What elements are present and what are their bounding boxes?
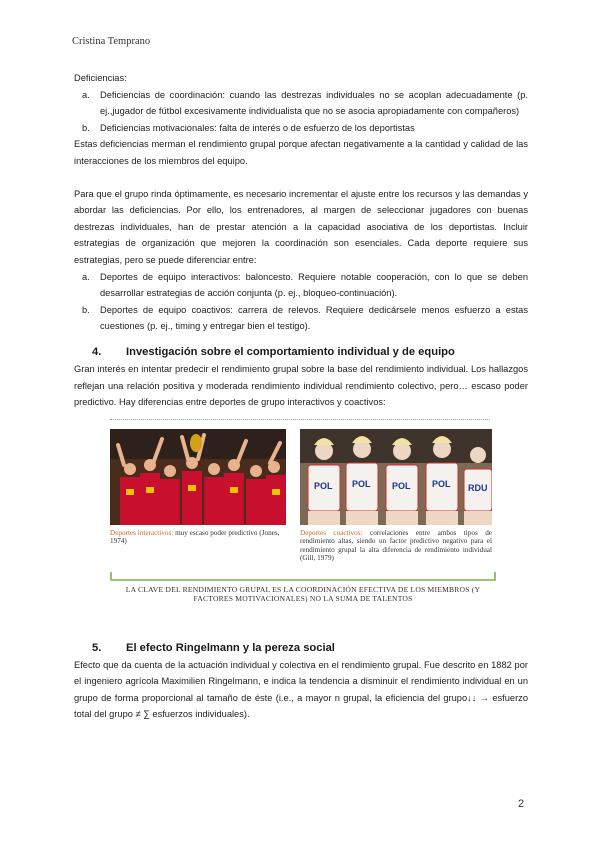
section-title: Investigación sobre el comportamiento individual y de equipo [126, 345, 455, 358]
section-5-heading [74, 639, 528, 657]
section-4-heading [74, 343, 528, 361]
key-message: LA CLAVE DEL RENDIMIENTO GRUPAL ES LA COORDINACIÓN EFECTIVA DE LOS MIEMBROS (Y FACTORES MOTIVACIONALES) NO LA SUMA DE TALENTOS [125, 584, 481, 603]
list-item-text: Deficiencias de coordinación: cuando las destrezas individuales no se acoplan adecuadamente (p. ej.,jugador de fútbol excesivamente individualista que no se asocia apropiadamente con compañeros) [100, 89, 528, 117]
relay-runners-photo [300, 429, 492, 525]
runner-bib: POL [352, 478, 371, 489]
caption-coactivos [300, 529, 492, 563]
page-number: 2 [518, 798, 525, 810]
list-marker: b. [82, 122, 90, 133]
list-item [74, 120, 528, 137]
list-item-text: Deficiencias motivacionales: falta de interés o de esfuerzo de los deportistas [100, 122, 415, 133]
runner-bib: POL [432, 478, 451, 489]
section-title: El efecto Ringelmann y la pereza social [126, 641, 335, 654]
figure-deportes [74, 419, 528, 633]
list-marker: a. [82, 271, 90, 282]
page-body [74, 70, 528, 723]
list-marker: a. [82, 89, 90, 100]
list-marker: b. [82, 304, 90, 315]
caption-term: Deportes coactivos: [300, 528, 363, 537]
deficiencias-title: Deficiencias: [74, 73, 127, 83]
list-item [74, 269, 528, 302]
figure-top-rule [110, 419, 490, 421]
runner-bib: POL [314, 480, 333, 491]
section-number: 4. [92, 345, 102, 358]
runner-bib: POL [392, 480, 411, 491]
list-item [74, 87, 528, 120]
list-item-text: Deportes de equipo coactivos: carrera de relevos. Requiere dedicársele menos esfuerzo a estas cuestiones (p. ej., timing y entregar bien el testigo). [100, 304, 528, 332]
caption-interactivos [110, 529, 284, 546]
list-item [74, 302, 528, 335]
page-header-author: Cristina Temprano [72, 36, 151, 47]
section-5-text: Efecto que da cuenta de la actuación individual y colectiva en el rendimiento grupal. Fue descrito en 1882 por el ingeniero agrícola Maximilien Ringelmann, e indica la tendencia a disminuir el rendimiento individual en un grupo de forma proporcional al tamaño de éste (i.e., a mayor n grupal, la eficiencia del grupo↓↓ → esfuerzo total del grupo ≠ ∑ esfuerzos individuales). [74, 659, 528, 720]
basketball-team-photo [110, 429, 286, 525]
caption-text: muy escaso poder predictivo (Jones, 1974) [110, 528, 280, 546]
green-bracket [110, 571, 496, 583]
section-4-text: Gran interés en intentar predecir el rendimiento grupal sobre la base del rendimiento individual. Los hallazgos reflejan una relación positiva y moderada rendimiento individual rendimiento colectivo, pero… escaso poder predictivo. Hay diferencias entre deportes de grupo interactivos y coactivos: [74, 363, 528, 408]
list-item-text: Deportes de equipo interactivos: baloncesto. Requiere notable cooperación, con lo que se deben desarrollar estrategias de acción conjunta (p. ej., bloqueo-continuación). [100, 271, 528, 299]
deficiencias-summary: Estas deficiencias merman el rendimiento grupal porque afectan negativamente a la cantidad y calidad de las interacciones de los miembros del equipo. [74, 139, 528, 166]
runner-bib: RDU [468, 482, 488, 493]
caption-term: Deportes interactivos: [110, 528, 174, 537]
section-number: 5. [92, 641, 102, 654]
rendimiento-intro: Para que el grupo rinda óptimamente, es necesario incrementar el ajuste entre los recursos y las demandas y abordar las deficiencias. Por ello, los entrenadores, al margen de seleccionar jugadores con buenas destrezas individuales, han de prestar atención a la capacidad asociativa de los deportistas. Incluir estrategias de organización que mejoren la coordinación son esenciales. Cada deporte requiere sus estrategias, pero se puede diferenciar entre: [74, 188, 528, 265]
caption-text: correlaciones entre ambos tipos de rendimiento altas, siendo un factor predictivo negativo para el rendimiento grupal la alta diferencia de rendimiento individual (Gill, 1979) [300, 528, 493, 563]
